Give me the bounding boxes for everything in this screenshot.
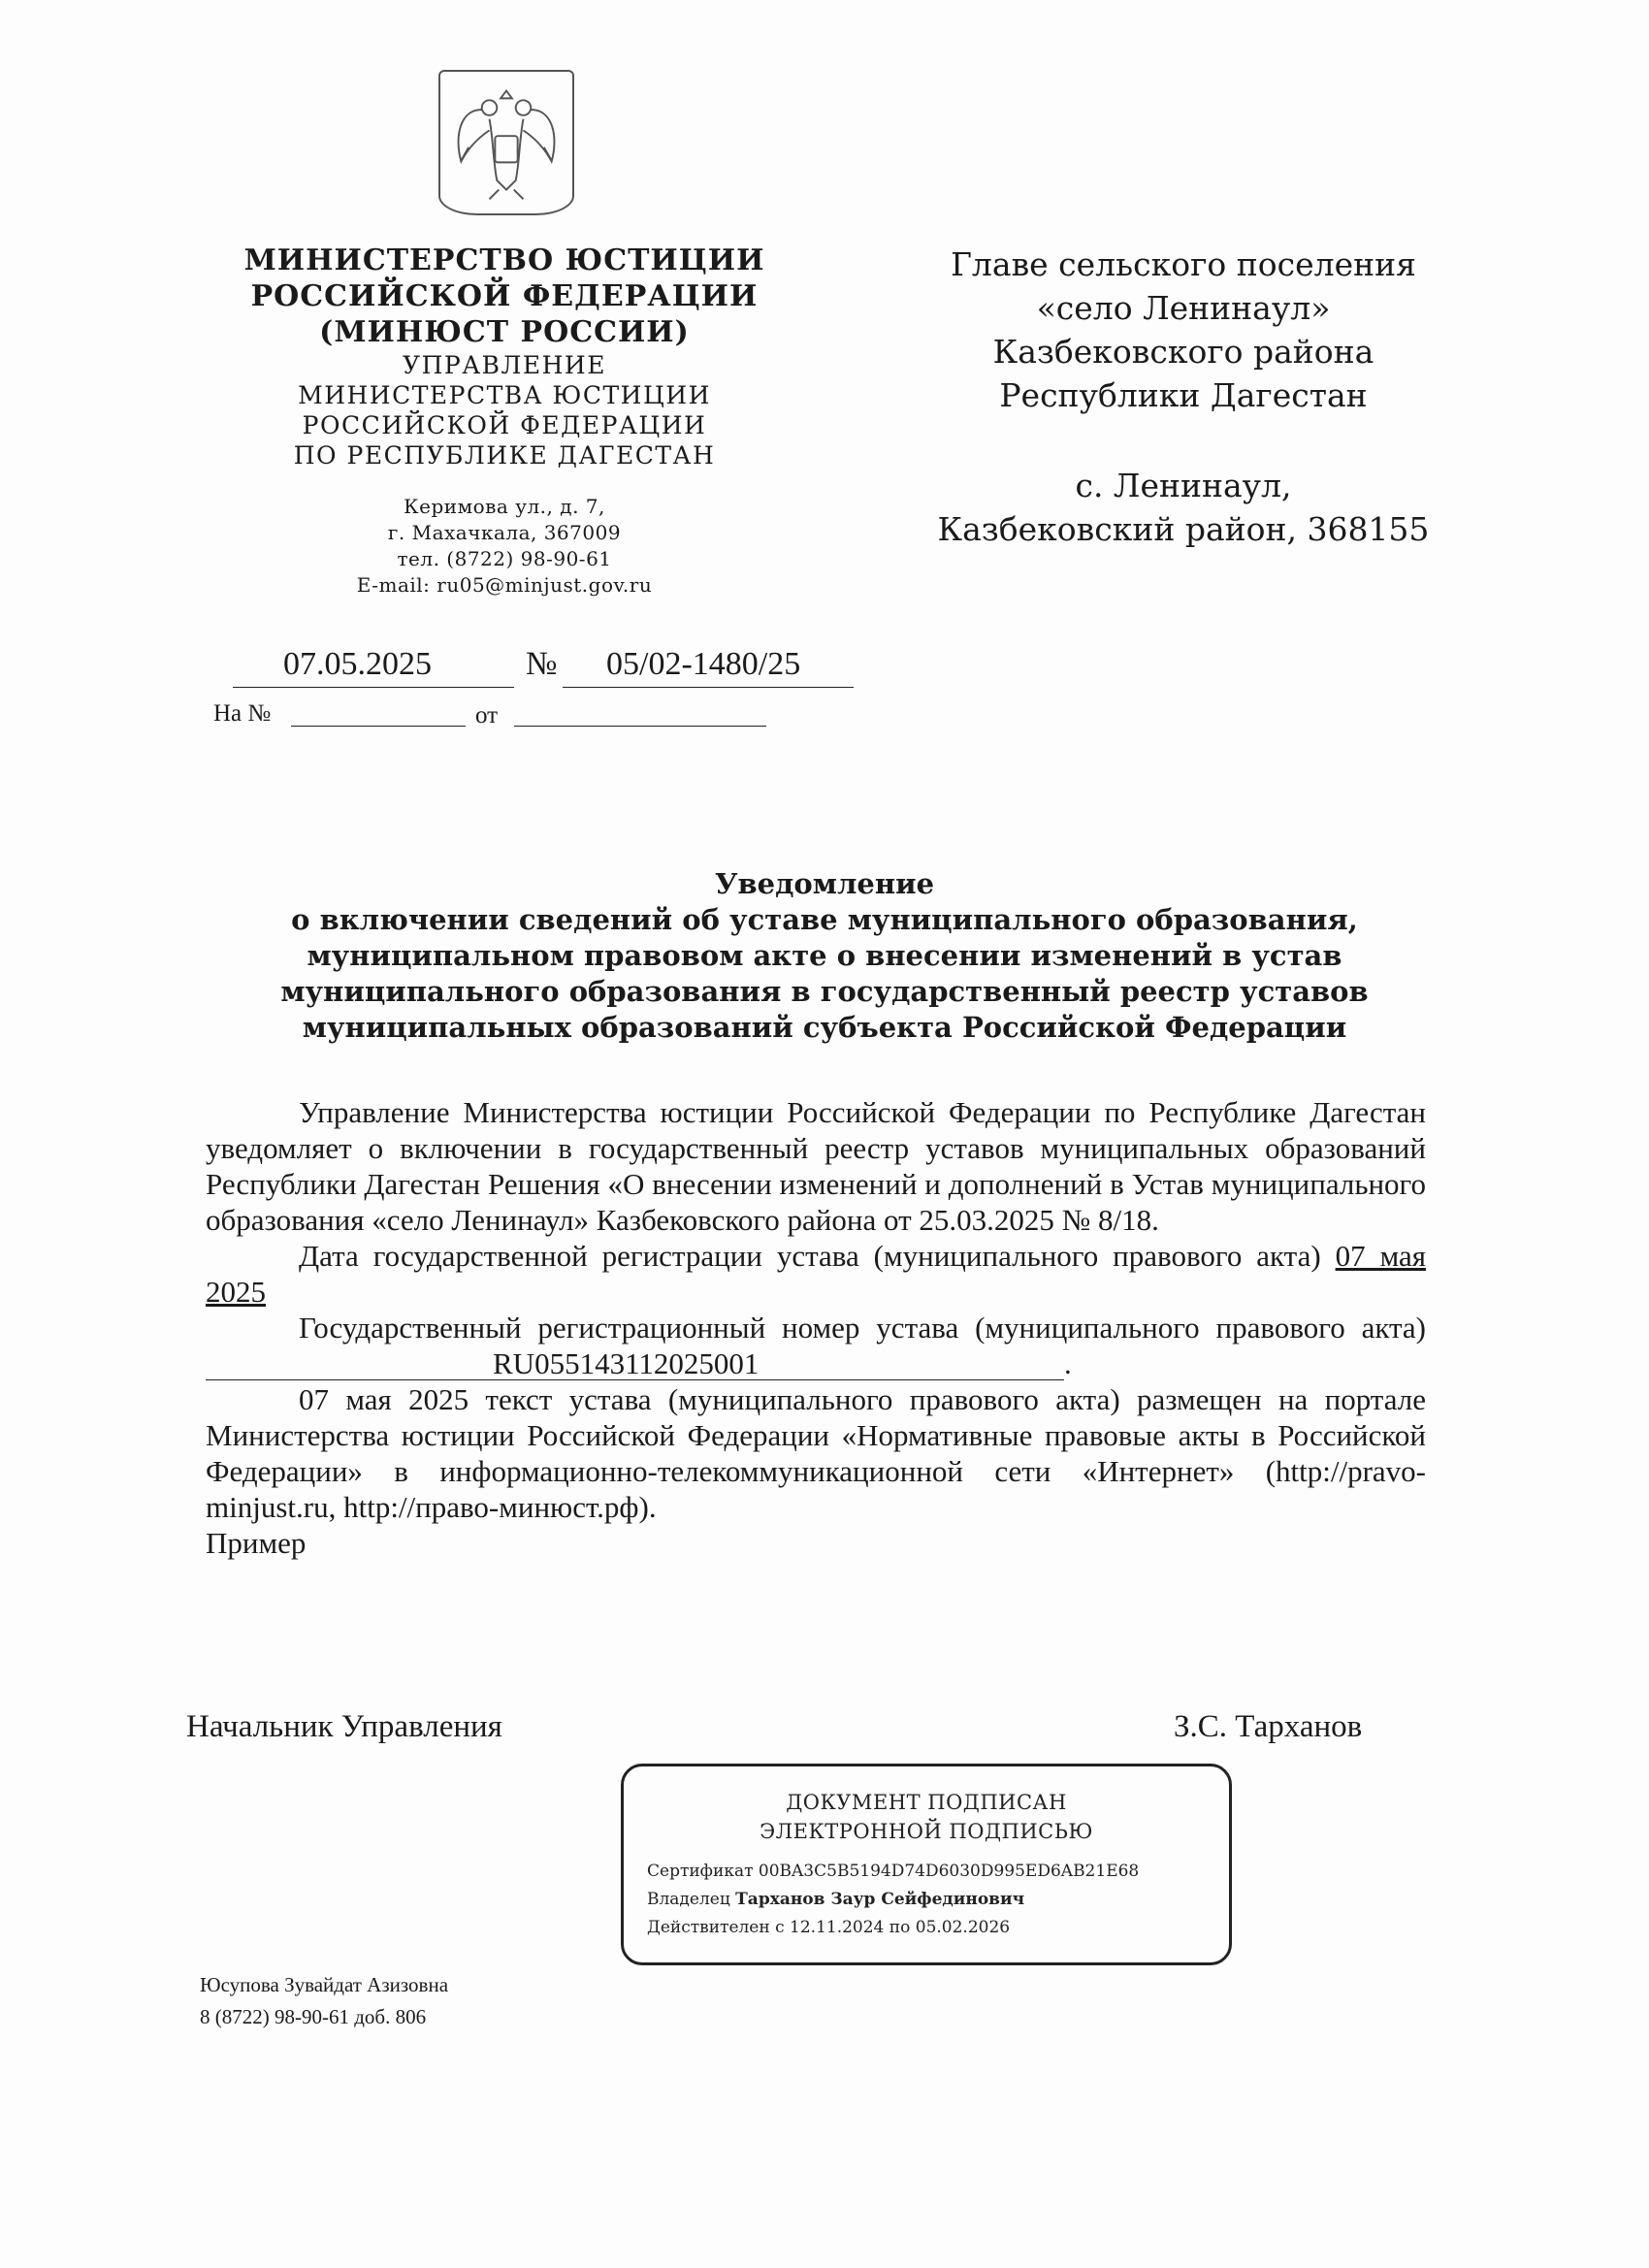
registration-date-text: Дата государственной регистрации устава (муниципального правового акта) (299, 1239, 1321, 1273)
signer-name: З.С. Тарханов (1174, 1709, 1363, 1744)
paragraph-example: Пример (206, 1526, 307, 1560)
outgoing-date: 07.05.2025 (283, 646, 432, 682)
certificate-value: 00BA3C5B5194D74D6030D995ED6AB21E68 (758, 1862, 1140, 1881)
recipient-block (892, 243, 1474, 551)
document-title (252, 866, 1397, 1046)
paragraph-registration-date (206, 1238, 1426, 1310)
executor-phone: 8 (8722) 98-90-61 доб. 806 (200, 2005, 427, 2028)
certificate-row (647, 1858, 1229, 1886)
certificate-label: Сертификат (647, 1862, 754, 1881)
address-line: Керимова ул., д. 7, (404, 495, 605, 518)
ministry-line: (МИНЮСТ РОССИИ) (319, 315, 690, 349)
ministry-line: МИНИСТЕРСТВО ЮСТИЦИИ (243, 243, 765, 277)
registration-number-end: . (1064, 1346, 1072, 1380)
spacer (892, 417, 1474, 464)
title-line: муниципальных образований субъекта Российской Федерации (302, 1011, 1347, 1044)
department-line: УПРАВЛЕНИЕ (403, 351, 606, 379)
recipient-address-line: Казбековский район, 368155 (937, 510, 1430, 548)
valid-label: Действителен с (647, 1918, 785, 1937)
department-line: ПО РЕСПУБЛИКЕ ДАГЕСТАН (293, 441, 716, 470)
registration-date: 07 мая 2025 (206, 1239, 1426, 1309)
title-line: муниципального образования в государственный реестр уставов (280, 975, 1369, 1008)
number-sign: № (526, 646, 558, 682)
registration-number: RU055143112025001 (206, 1348, 1064, 1380)
signer-position: Начальник Управления (186, 1709, 502, 1744)
executor-contacts (200, 1969, 448, 2033)
recipient-address-line: с. Ленинаул, (1075, 467, 1292, 504)
document-body (206, 1094, 1426, 1561)
sender-block (223, 243, 786, 599)
stamp-header (624, 1788, 1229, 1846)
executor-name: Юсупова Зувайдат Азизовна (200, 1973, 449, 1996)
address-line: г. Махачкала, 367009 (387, 521, 622, 544)
double-headed-eagle-icon (440, 72, 572, 213)
paragraph-publication: 07 мая 2025 текст устава (муниципального правового акта) размещен на портале Министерства юстиции Российской Федерации «Нормативные правовые акты в Российской Федерации» в информационно-телекоммуникационной сети «Интернет» (http://pravo-minjust.ru, http://право-минюст.рф). (206, 1382, 1426, 1524)
stamp-details (624, 1858, 1229, 1942)
recipient-line: Главе сельского поселения (951, 245, 1416, 283)
paragraph-notification: Управление Министерства юстиции Российской Федерации по Республике Дагестан уведомляет о включении в государственный реестр уставов муниципальных образований Республики Дагестан Решения «О внесении изменений и дополнений в Устав муниципального образования «село Ленинаул» Казбековского района от 25.03.2025 № 8/18. (206, 1095, 1426, 1237)
recipient-line: «село Ленинаул» (1036, 289, 1331, 327)
valid-from: 12.11.2024 (790, 1918, 885, 1937)
outgoing-date-number (233, 644, 863, 689)
owner-value: Тарханов Заур Сейфединович (735, 1890, 1025, 1909)
stamp-header-line: ЭЛЕКТРОННОЙ ПОДПИСЬЮ (760, 1820, 1093, 1843)
department-line: РОССИЙСКОЙ ФЕДЕРАЦИИ (302, 411, 707, 439)
reference-number-blank (291, 700, 466, 727)
owner-row (647, 1886, 1229, 1914)
title-line: муниципальном правовом акте о внесении изменений в устав (307, 939, 1342, 972)
title-line: Уведомление (714, 867, 935, 900)
valid-to-label: по (889, 1918, 911, 1937)
department-line: МИНИСТЕРСТВА ЮСТИЦИИ (298, 381, 711, 409)
paragraph-registration-number (206, 1310, 1426, 1381)
stamp-header-line: ДОКУМЕНТ ПОДПИСАН (786, 1791, 1067, 1814)
reference-date-blank (514, 700, 766, 727)
reference-number-label: На № (213, 700, 272, 727)
recipient-line: Казбековского района (992, 333, 1374, 371)
title-line: о включении сведений об уставе муниципального образования, (291, 903, 1358, 936)
owner-label: Владелец (647, 1890, 730, 1909)
electronic-signature-stamp (621, 1764, 1232, 1965)
registration-number-text: Государственный регистрационный номер устава (муниципального правового акта) (299, 1311, 1426, 1345)
validity-row (647, 1914, 1229, 1942)
outgoing-number: 05/02-1480/25 (606, 646, 801, 682)
address-line: E-mail: ru05@minjust.gov.ru (356, 573, 653, 597)
address-line: тел. (8722) 98-90-61 (397, 547, 612, 570)
reference-line (213, 700, 795, 739)
coat-of-arms-emblem (438, 70, 574, 215)
reference-from-label: от (475, 702, 499, 729)
sender-address (223, 494, 786, 599)
recipient-line: Республики Дагестан (999, 376, 1368, 414)
valid-to: 05.02.2026 (915, 1918, 1011, 1937)
ministry-line: РОССИЙСКОЙ ФЕДЕРАЦИИ (250, 279, 759, 313)
